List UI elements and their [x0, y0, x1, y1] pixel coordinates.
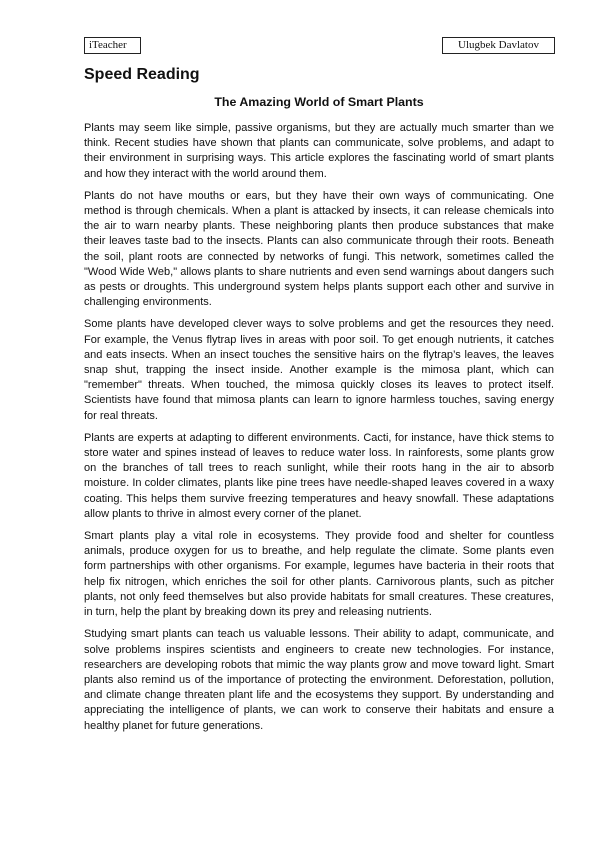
page-title: Speed Reading [84, 66, 200, 83]
paragraph-problem-solving: Some plants have developed clever ways to solve problems and get the resources they need. For example, the Venus flytrap lives in areas with poor soil. To get enough nutrients, it catches and eats insects. When an insect touches the sensitive hairs on the flytrap’s leaves, the leaves snap shut, trapping the insect inside. Another example is the mimosa plant, which can "remember" threats. When touched, the mimosa quickly closes its leaves to protect itself. Scientists have found that mimosa plants can learn to ignore harmless touches, saving energy for real threats. [84, 318, 554, 422]
paragraph-lessons: Studying smart plants can teach us valuable lessons. Their ability to adapt, communicate, and solve problems inspires scientists and engineers to create new technologies. For instance, researchers are developing robots that mimic the way plants grow and move toward light. Smart plants also remind us of the importance of protecting the environment. Deforestation, pollution, and climate change threaten plant life and the ecosystems they support. By understanding and appreciating the intelligence of plants, we can work to conserve their habitats and ensure a healthy planet for future generations. [84, 628, 554, 732]
paragraph-communication: Plants do not have mouths or ears, but they have their own ways of communicating. One method is through chemicals. When a plant is attacked by insects, it can release chemicals into the air to warn nearby plants. These neighboring plants then produce substances that make their leaves taste bad to the insects. Plants can also communicate through their roots. Beneath the soil, plant roots are connected by networks of fungi. This network, sometimes called the "Wood Wide Web," allows plants to share nutrients and even send warnings about dangers such as pests or droughts. This underground system helps plants support each other and survive in challenging environments. [84, 189, 554, 309]
paragraph-adaptation: Plants are experts at adapting to different environments. Cacti, for instance, have thick stems to store water and spines instead of leaves to reduce water loss. In rainforests, some plants grow on the branches of tall trees to reach sunlight, while their roots hang in the air to absorb moisture. In colder climates, plants like pine trees have needle-shaped leaves covered in a waxy coating. This helps them survive freezing temperatures and heavy snowfall. These adaptations allow plants to thrive in almost every corner of the planet. [84, 431, 554, 520]
paragraph-ecosystems: Smart plants play a vital role in ecosystems. They provide food and shelter for countless animals, produce oxygen for us to breathe, and help regulate the climate. Some plants even form partnerships with other organisms. For example, legumes have bacteria in their roots that help fix nitrogen, which enriches the soil for other plants. Carnivorous plants, such as pitcher plants, not only feed themselves but also provide habitats for small creatures. These creatures, in turn, help the plant by breaking down its prey and releasing nutrients. [84, 530, 554, 619]
header-author-label: Ulugbek Davlatov [442, 37, 555, 54]
article-title: The Amazing World of Smart Plants [214, 95, 424, 109]
paragraph-introduction: Plants may seem like simple, passive organisms, but they are actually much smarter than we think. Recent studies have shown that plants can communicate, solve problems, and adapt to their environment in surprising ways. This article explores the fascinating world of smart plants and how they interact with the world around them. [84, 122, 554, 180]
article-body [84, 121, 554, 741]
header-teacher-label: iTeacher [84, 37, 141, 54]
